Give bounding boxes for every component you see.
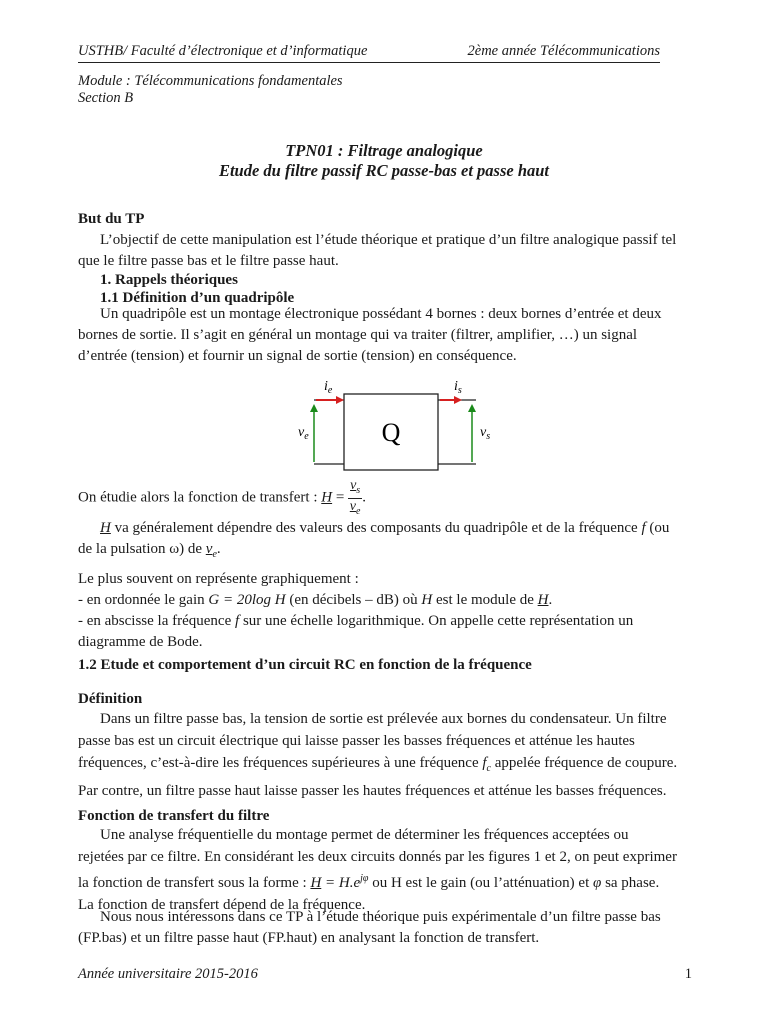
footer-year: Année universitaire 2015-2016 — [78, 966, 258, 982]
dep-f: f — [641, 520, 646, 536]
but-heading: But du TP — [78, 211, 145, 227]
dep-text1: va généralement dépendre des valeurs des composants du quadripôle et de la fréquence — [114, 520, 638, 536]
fonction-text — [78, 825, 678, 916]
box-label: Q — [381, 418, 401, 447]
section-1-2-heading: 1.2 Etude et comportement d’un circuit RC en fonction de la fréquence — [78, 657, 532, 673]
rappels-heading: 1. Rappels théoriques — [100, 272, 238, 288]
vs-label: v — [480, 425, 487, 440]
svg-text:ve — [298, 425, 309, 442]
quadripole-diagram — [290, 376, 500, 472]
fonction-text-c: sa phase. La fonction de transfert dépend de la fréquence. — [78, 875, 660, 913]
fonction-eq-exp: jφ — [360, 873, 369, 884]
svg-text:vs — [480, 425, 490, 442]
module-info — [78, 73, 343, 107]
dep-v: v — [205, 541, 213, 557]
dep-text2: (ou de la pulsation ω) de — [78, 520, 670, 557]
header-year: 2ème année Télécommunications — [467, 43, 660, 59]
bode-gain-H2: H — [537, 592, 549, 608]
fonction-text-b: ou H est le gain (ou l’atténuation) et — [372, 875, 590, 891]
fonction-eq: = H.e — [325, 875, 361, 891]
bode-intro: Le plus souvent on représente graphiquement : — [78, 571, 359, 587]
transfer-fraction — [348, 478, 362, 519]
svg-text:is — [454, 379, 462, 396]
transfer-dependence — [78, 518, 678, 565]
svg-text:ie — [324, 379, 333, 396]
doc-subtitle: Etude du filtre passif RC passe-bas et passe haut — [218, 161, 550, 180]
ve-label: v — [298, 425, 305, 440]
transfer-H: H — [321, 489, 333, 506]
nous-text: Nous nous intéressons dans ce TP à l’étude théorique puis expérimentale d’un filtre passe bas (FP.bas) et un filtre passe haut (FP.haut) en analysant la fonction de transfert. — [78, 909, 661, 946]
bode-freq — [78, 611, 678, 653]
frac-num-sub: s — [356, 484, 361, 496]
transfer-eq: = — [335, 489, 345, 506]
ie-label: i — [324, 379, 328, 394]
is-sub: s — [457, 385, 462, 396]
dep-end: . — [216, 541, 221, 557]
definition-text — [78, 708, 678, 802]
ve-sub: e — [304, 431, 309, 442]
transfer-line — [78, 478, 678, 519]
bode-freq-desc: sur une échelle logarithmique. On appelle cette représentation un diagramme de Bode. — [78, 613, 634, 650]
ve-arrow-head — [310, 404, 318, 412]
vs-arrow-head — [468, 404, 476, 412]
bode-gain-eq: G = 20log H — [208, 592, 286, 608]
is-arrow-head — [454, 396, 462, 404]
definition-text-b: appelée fréquence de coupure. Par contre, un filtre passe haut laisse passer les hautes fréquences et atténue les basses fréquences. — [78, 755, 678, 799]
vs-sub: s — [486, 431, 491, 442]
is-label: i — [454, 379, 458, 394]
fonction-eq-H: H — [310, 875, 322, 891]
bode-gain-text: - en ordonnée le gain — [78, 592, 205, 608]
doc-title: TPN01 : Filtrage analogique — [285, 141, 483, 160]
page-header — [78, 43, 660, 63]
quadripole-text: Un quadripôle est un montage électronique possédant 4 bornes : deux bornes d’entrée et deux bornes de sortie. Il s’agit en général un montage qui va traiter (filtrer, amplifier, …) un signal d’entrée (tension) et fournir un signal de sortie (tension) en conséquence. — [78, 306, 662, 364]
bode-freq-f: f — [235, 613, 240, 629]
transfer-intro: On étudie alors la fonction de transfert : — [78, 489, 318, 506]
fonction-phi: φ — [593, 875, 602, 891]
dep-H: H — [100, 520, 111, 536]
bode-gain-unit: (en décibels – dB) où — [289, 592, 418, 608]
definition-heading: Définition — [78, 691, 143, 707]
bode-gain-H: H — [421, 592, 433, 608]
fonction-text-a: Une analyse fréquentielle du montage permet de déterminer les fréquences acceptées ou rejetées par ce filtre. En considérant les deux circuits donnés par les figures 1 et 2, on peut exprimer la fonction de transfert sous la forme : — [78, 827, 677, 891]
module-name: Module : Télécommunications fondamentales — [78, 73, 343, 89]
bode-freq-text: - en abscisse la fréquence — [78, 613, 232, 629]
bode-gain-end: . — [548, 592, 553, 608]
bode-gain — [78, 590, 678, 611]
but-text: L’objectif de cette manipulation est l’étude théorique et pratique d’un filtre analogique passif tel que le filtre passe bas et le filtre passe haut. — [78, 232, 677, 269]
dep-v-sub: e — [212, 549, 217, 560]
frac-num: v — [350, 478, 357, 493]
bode-gain-module: est le module de — [436, 592, 534, 608]
definition-fc: f — [482, 755, 487, 771]
bode-block — [78, 569, 678, 653]
definition-fc-sub: c — [486, 763, 491, 774]
section-name: Section B — [78, 90, 134, 106]
page-number: 1 — [684, 966, 692, 982]
header-institution: USTHB/ Faculté d’électronique et d’informatique — [78, 43, 368, 59]
fonction-heading: Fonction de transfert du filtre — [78, 808, 270, 824]
quadripole-heading: 1.1 Définition d’un quadripôle — [100, 290, 295, 306]
ie-arrow-head — [336, 396, 344, 404]
transfer-dot: . — [362, 489, 366, 506]
definition-text-a: Dans un filtre passe bas, la tension de sortie est prélevée aux bornes du condensateur. Un filtre passe bas est un circuit électrique qui laisse passer les basses fréquences et atténue les hautes fréquences, c’est-à-dire les fréquences supérieures à une fréquence — [78, 711, 667, 771]
frac-den: v — [349, 498, 357, 514]
frac-den-sub: e — [356, 505, 361, 517]
ie-sub: e — [327, 385, 333, 396]
